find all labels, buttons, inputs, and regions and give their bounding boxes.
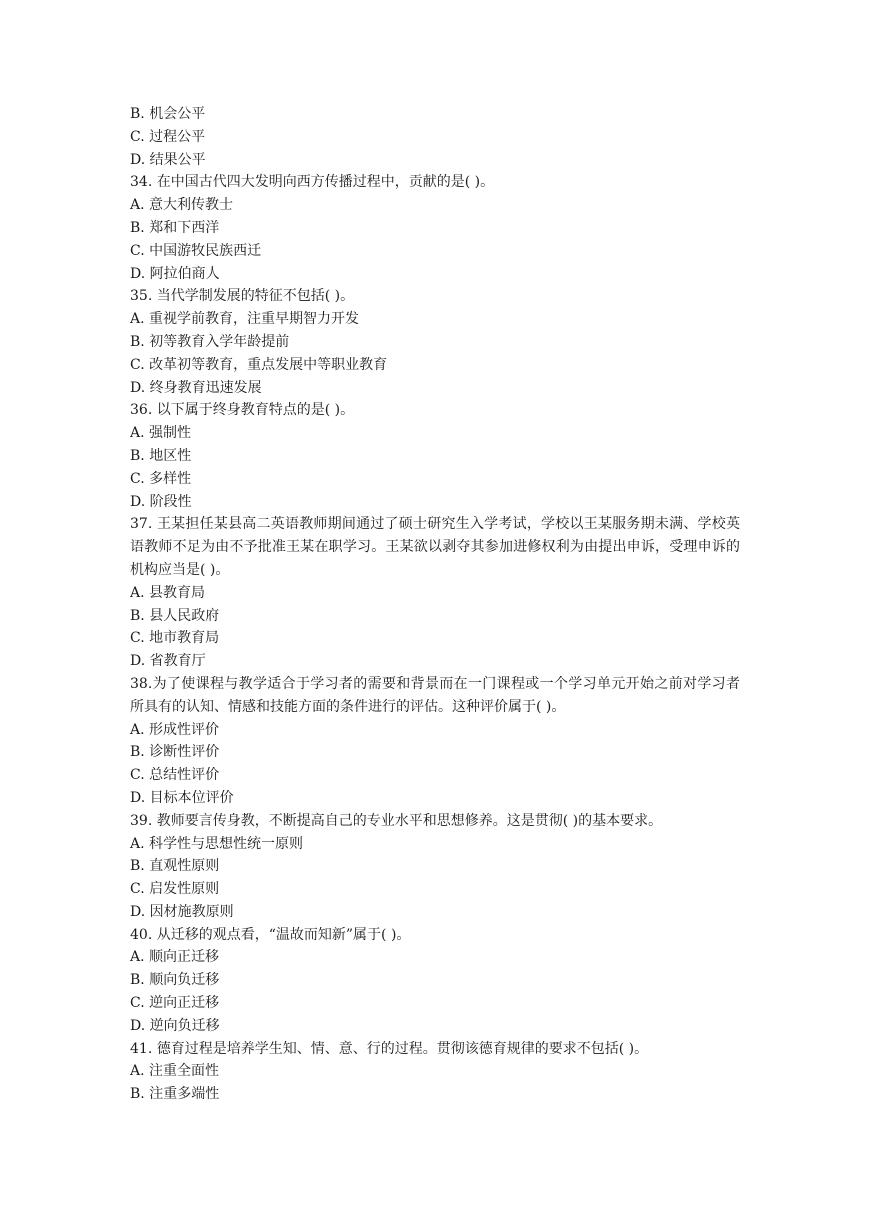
option-item: B. 顺向负迁移 bbox=[130, 972, 220, 989]
option-item: B. 县人民政府 bbox=[130, 607, 220, 624]
option-item: B. 初等教育入学年龄提前 bbox=[130, 333, 290, 350]
question-stem: 38.为了使课程与教学适合于学习者的需要和背景而在一门课程或一个学习单元开始之前对学习者所具有的认知、情感和技能方面的条件进行的评估。这种评价属于( )。 bbox=[130, 675, 740, 715]
question-stem: 35. 当代学制发展的特征不包括( )。 bbox=[130, 288, 355, 305]
question-block bbox=[130, 513, 740, 673]
option-item: B. 注重多端性 bbox=[130, 1086, 220, 1103]
option-item: D. 终身教育迅速发展 bbox=[130, 379, 262, 396]
option-item: A. 县教育局 bbox=[130, 584, 206, 601]
option-item: C. 总结性评价 bbox=[130, 767, 220, 784]
leading-options bbox=[130, 103, 740, 171]
option-item: A. 意大利传教士 bbox=[130, 197, 234, 214]
question-list bbox=[130, 171, 740, 1106]
option-item: C. 中国游牧民族西迁 bbox=[130, 242, 262, 259]
question-stem: 41. 德育过程是培养学生知、情、意、行的过程。贯彻该德育规律的要求不包括( )。 bbox=[130, 1040, 649, 1057]
option-item: D. 阶段性 bbox=[130, 493, 192, 510]
option-item: A. 重视学前教育，注重早期智力开发 bbox=[130, 311, 360, 328]
option-item: D. 目标本位评价 bbox=[130, 789, 234, 806]
option-item: B. 直观性原则 bbox=[130, 858, 220, 875]
option-item: C. 地市教育局 bbox=[130, 630, 220, 647]
option-item: C. 多样性 bbox=[130, 470, 192, 487]
option-item: D. 逆向负迁移 bbox=[130, 1017, 220, 1034]
option-item: A. 科学性与思想性统一原则 bbox=[130, 835, 304, 852]
option-item: B. 机会公平 bbox=[130, 106, 206, 122]
question-stem: 37. 王某担任某县高二英语教师期间通过了硕士研究生入学考试，学校以王某服务期未满、学校英语教师不足为由不予批准王某在职学习。王某欲以剥夺其参加进修权利为由提出申诉，受理申诉的机构应当是( )。 bbox=[130, 516, 740, 578]
question-block bbox=[130, 673, 740, 810]
option-item: B. 地区性 bbox=[130, 447, 192, 464]
question-block bbox=[130, 399, 740, 513]
option-item: A. 形成性评价 bbox=[130, 721, 220, 738]
question-block bbox=[130, 810, 740, 924]
option-item: A. 注重全面性 bbox=[130, 1063, 220, 1080]
option-item: D. 结果公平 bbox=[130, 151, 206, 168]
question-block bbox=[130, 924, 740, 1038]
question-stem: 34. 在中国古代四大发明向西方传播过程中，贡献的是( )。 bbox=[130, 174, 495, 191]
question-stem: 39. 教师要言传身教，不断提高自己的专业水平和思想修养。这是贯彻( )的基本要求。 bbox=[130, 812, 663, 829]
option-item: D. 阿拉伯商人 bbox=[130, 265, 220, 282]
option-item: C. 改革初等教育，重点发展中等职业教育 bbox=[130, 356, 388, 373]
option-item: A. 顺向正迁移 bbox=[130, 949, 220, 966]
option-item: A. 强制性 bbox=[130, 425, 192, 442]
option-item: B. 诊断性评价 bbox=[130, 744, 220, 761]
question-block bbox=[130, 285, 740, 399]
question-block bbox=[130, 1038, 740, 1106]
question-stem: 40. 从迁移的观点看，“温故而知新”属于( )。 bbox=[130, 926, 411, 943]
question-stem: 36. 以下属于终身教育特点的是( )。 bbox=[130, 402, 355, 419]
option-item: D. 省教育厅 bbox=[130, 653, 206, 670]
document-page bbox=[130, 103, 740, 1106]
option-item: C. 过程公平 bbox=[130, 128, 206, 145]
question-block bbox=[130, 171, 740, 285]
option-item: C. 启发性原则 bbox=[130, 881, 220, 898]
option-item: D. 因材施教原则 bbox=[130, 903, 234, 920]
option-item: C. 逆向正迁移 bbox=[130, 995, 220, 1012]
option-item: B. 郑和下西洋 bbox=[130, 219, 220, 236]
